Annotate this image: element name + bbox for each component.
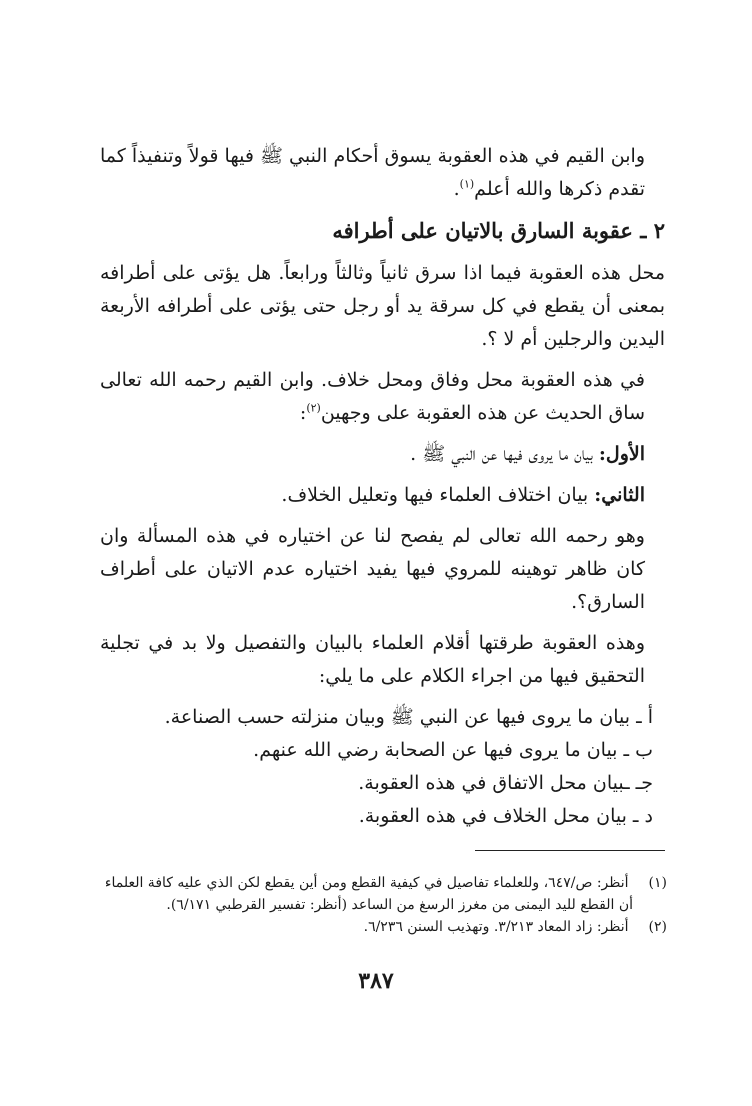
paragraph-4: وهو رحمه الله تعالى لم يفصح لنا عن اختياره في هذه المسألة وان كان ظاهر توهينه للمروي فيها يفيد اختياره عدم الاتيان على أطراف السارق؟. [100,525,645,613]
aspect-second-label: الثاني: [594,484,645,506]
paragraph-5: وهذه العقوبة طرقتها أقلام العلماء بالبيان والتفصيل ولا بد في تجلية التحقيق فيها من اجراء الكلام على ما يلي: [100,632,645,687]
footnote-2-number: (٢) [648,919,667,935]
aspect-first [100,438,665,471]
aspect-second-text: بيان اختلاف العلماء فيها وتعليل الخلاف. [281,484,589,506]
footnote-ref-1: (١) [459,177,475,191]
page-number: ٣٨٧ [358,968,394,994]
paragraph-1-end: . [453,178,460,200]
list-item: جـ ـبيان محل الاتفاق في هذه العقوبة. [358,772,653,794]
aspect-second [100,479,665,512]
paragraph-3-text: في هذه العقوبة محل وفاق ومحل خلاف. وابن القيم رحمه الله تعالى ساق الحديث عن هذه العقوبة على وجهين [100,369,645,424]
footnote-1-number: (١) [648,875,667,891]
paragraph-3 [100,364,665,430]
footnote-1-line-1: أنظر: ص/٦٤٧، وللعلماء تفاصيل في كيفية القطع ومن أين يقطع لكن الذي عليه كافة العلماء [104,875,629,891]
footnotes [95,872,667,938]
section-heading: ٢ ـ عقوبة السارق بالاتيان على أطرافه [332,218,665,243]
aspect-first-label: الأول: [598,443,645,465]
list-item: ب ـ بيان ما يروى فيها عن الصحابة رضي الله عنهم. [253,739,653,761]
footnote-ref-2: (٢) [306,401,321,415]
paragraph-1-text: وابن القيم في هذه العقوبة يسوق أحكام النبي ﷺ فيها قولاً وتنفيذاً كما تقدم ذكرها والله أعلم [100,145,645,200]
aspect-first-text: بيان ما يروى فيها عن النبي ﷺ . [410,443,593,465]
footnote-1 [95,872,667,894]
footnote-divider [475,850,665,851]
footnote-1-line-2: أن القطع لليد اليمنى من مغرز الرسغ من الساعد (أنظر: تفسير القرطبي ٦/١٧١). [166,897,633,913]
list-item: د ـ بيان محل الخلاف في هذه العقوبة. [358,805,653,827]
paragraph-2: محل هذه العقوبة فيما اذا سرق ثانياً وثالثاً ورابعاً. هل يؤتى على أطرافه بمعنى أن يقطع في كل سرقة يد أو رجل حتى يؤتى على أطرافه الأربعة اليدين والرجلين أم لا ؟. [100,262,665,350]
page-body [100,140,665,833]
footnote-2 [95,916,667,938]
footnote-2-text: أنظر: زاد المعاد ٣/٢١٣. وتهذيب السنن ٦/٢٣٦. [363,919,629,935]
list-item: أ ـ بيان ما يروى فيها عن النبي ﷺ وبيان منزلته حسب الصناعة. [164,706,653,728]
paragraph-3-end: : [299,402,307,424]
paragraph-1 [100,140,665,206]
